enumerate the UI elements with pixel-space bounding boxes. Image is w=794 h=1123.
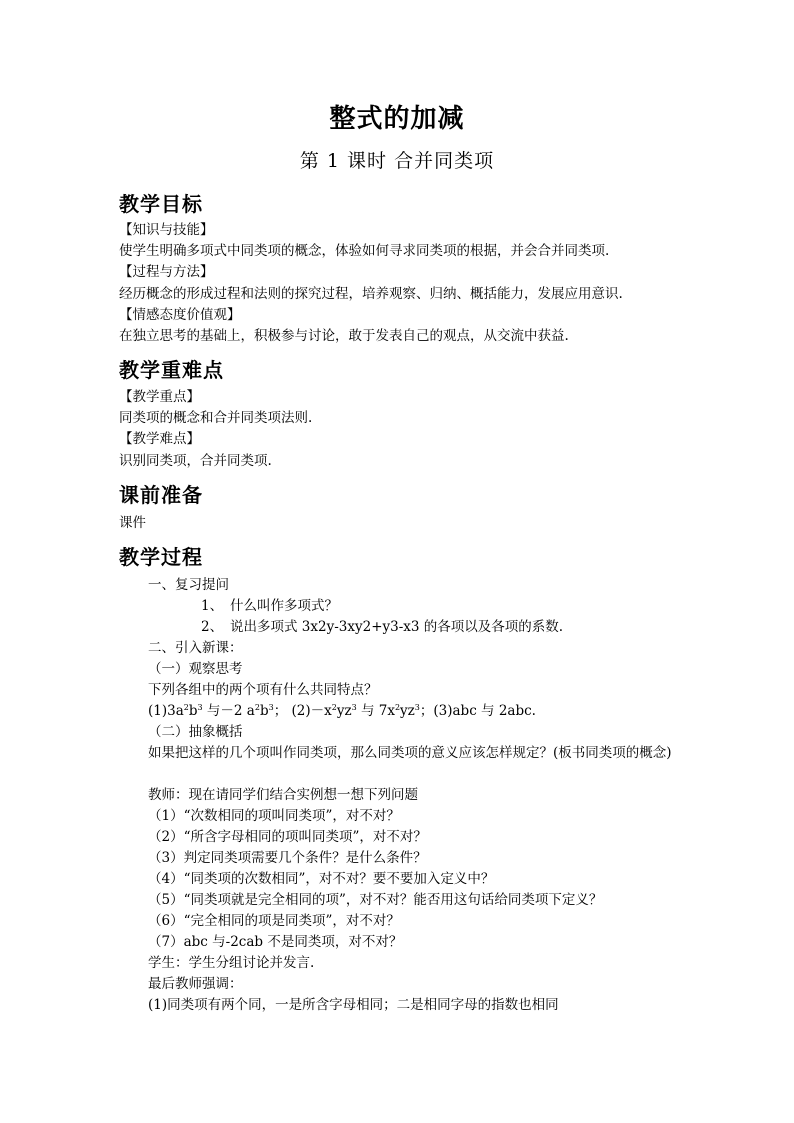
example-terms: $(1)3a^2b^3$ 与－2 $a^2b^3$； $(2)-x^2yz^3$ 与 $7x^2yz^3$；(3)abc 与 2abc. <box>148 703 536 719</box>
key-label: 【教学重点】 <box>119 389 200 405</box>
step-new-lesson: 二、引入新课： <box>148 640 243 656</box>
review-question-2 <box>201 617 563 637</box>
teacher-prompt: 教师：现在请同学们结合实例想一想下列问题 <box>148 787 418 803</box>
section-heading-keypoints: 教学重难点 <box>119 358 224 382</box>
question-1: （1）“次数相同的项叫同类项”，对不对？ <box>148 808 400 824</box>
page-title: 整式的加减 <box>329 104 465 134</box>
abstract-paragraph: 如果把这样的几个项叫作同类项，那么同类项的意义应该怎样规定？(板书同类项的概念) <box>148 745 672 761</box>
step-review: 一、复习提问 <box>148 577 229 593</box>
section-heading-prep: 课前准备 <box>119 483 203 507</box>
observe-question: 下列各组中的两个项有什么共同特点？ <box>148 682 378 698</box>
emotion-label: 【情感态度价值观】 <box>119 307 241 323</box>
question-3: （3）判定同类项需要几个条件？是什么条件？ <box>148 850 427 866</box>
process-method-label: 【过程与方法】 <box>119 264 214 280</box>
knowledge-label: 【知识与技能】 <box>119 222 214 238</box>
question-4: （4）“同类项的次数相同”，对不对？要不要加入定义中？ <box>148 871 495 887</box>
question-2: （2）“所含字母相同的项叫同类项”，对不对？ <box>148 829 427 845</box>
list-text: 什么叫作多项式？ <box>230 598 338 614</box>
teacher-emphasis: 最后教师强调： <box>148 976 243 992</box>
question-6: （6）“完全相同的项是同类项”，对不对？ <box>148 913 400 929</box>
emphasis-point-1: (1)同类项有两个同，一是所含字母相同；二是相同字母的指数也相同 <box>148 997 559 1013</box>
student-activity: 学生：学生分组讨论并发言. <box>148 955 315 971</box>
knowledge-text: 使学生明确多项式中同类项的概念，体验如何寻求同类项的根据，并会合并同类项. <box>119 243 610 259</box>
part-abstract: （二）抽象概括 <box>148 724 243 740</box>
list-number: 2、 <box>201 619 224 635</box>
key-text: 同类项的概念和合并同类项法则. <box>119 410 313 426</box>
prep-text: 课件 <box>119 515 146 531</box>
difficult-text: 识别同类项，合并同类项. <box>119 453 272 469</box>
section-heading-goals: 教学目标 <box>119 192 203 216</box>
question-7: （7）abc 与-2cab 不是同类项，对不对？ <box>148 934 403 950</box>
question-5: （5）“同类项就是完全相同的项”，对不对？能否用这句话给同类项下定义？ <box>148 892 603 908</box>
difficult-label: 【教学难点】 <box>119 431 200 447</box>
list-number: 1、 <box>201 598 224 614</box>
emotion-text: 在独立思考的基础上，积极参与讨论，敢于发表自己的观点，从交流中获益. <box>119 328 569 344</box>
section-heading-process: 教学过程 <box>119 545 203 569</box>
page-subtitle: 第 1 课时 合并同类项 <box>299 150 495 172</box>
part-observe: （一）观察思考 <box>148 661 243 677</box>
process-method-text: 经历概念的形成过程和法则的探究过程，培养观察、归纳、概括能力，发展应用意识. <box>119 286 623 302</box>
list-text: 说出多项式 3x2y-3xy2+y3-x3 的各项以及各项的系数. <box>230 619 564 635</box>
review-question-1 <box>201 596 338 616</box>
